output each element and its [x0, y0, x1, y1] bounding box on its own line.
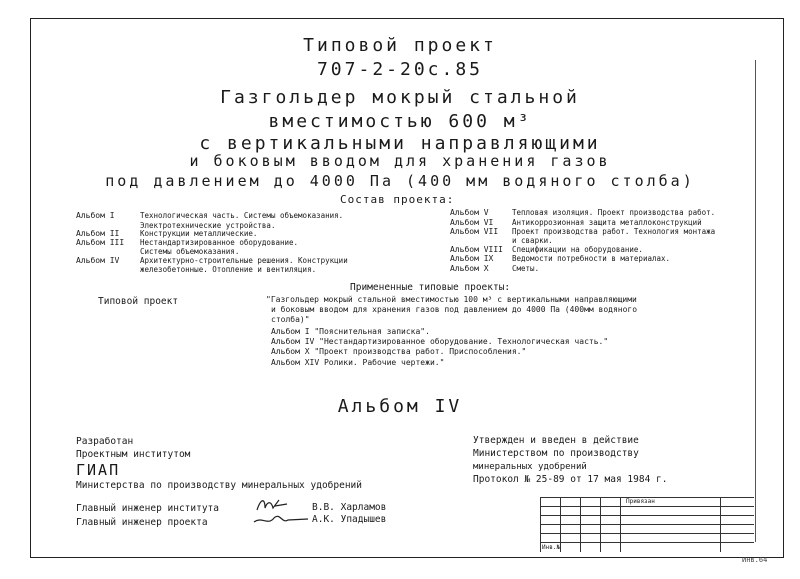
stamp-col-line [560, 497, 561, 552]
stamp-col-line [540, 497, 541, 552]
approved-line-3: минеральных удобрений [473, 462, 587, 472]
stamp-row-line [540, 515, 754, 516]
approved-line-2: Министерством по производству [473, 448, 639, 459]
applied-line: и боковым вводом для хранения газов под давлением до 4000 Па (400мм водяного [271, 305, 638, 314]
developer-line-4: Министерства по производству минеральных удобрений [76, 480, 362, 491]
album-text: Конструкции металлические. [140, 229, 258, 238]
signature-role: Главный инженер проекта [76, 517, 208, 528]
album-label: Альбом VI [450, 218, 494, 227]
album-text: Тепловая изоляция. Проект производства работ. [512, 208, 716, 217]
album-text: Сметы. [512, 264, 540, 273]
title-line-7: под давлением до 4000 Па (400 мм водяного столба) [105, 172, 695, 190]
stamp-col-line [580, 497, 581, 552]
signature-role: Главный инженер института [76, 503, 219, 514]
applied-header: Примененные типовые проекты: [350, 282, 511, 293]
album-text: железобетонные. Отопление и вентиляция. [140, 265, 317, 274]
applied-line: Альбом X "Проект производства работ. Приспособления." [271, 347, 527, 356]
title-line-5: с вертикальными направляющими [199, 133, 601, 154]
album-text: Проект производства работ. Технология монтажа [512, 227, 716, 236]
album-label: Альбом VIII [450, 245, 503, 254]
album-label: Альбом IX [450, 254, 494, 263]
signature-name: В.В. Харламов [312, 502, 387, 513]
album-text: Архитектурно-строительные решения. Конструкции [140, 256, 348, 265]
stamp-cell-top: Привязан [626, 498, 655, 505]
album-label: Альбом V [450, 208, 489, 217]
stamp-row-line [540, 542, 754, 543]
applied-line: Альбом XIV Ролики. Рабочие чертежи." [271, 358, 445, 367]
developer-line-2: Проектным институтом [76, 449, 191, 460]
album-text: Спецификации на оборудование. [512, 245, 643, 254]
album-label: Альбом III [76, 238, 125, 247]
project-number: 707-2-20с.85 [316, 59, 484, 80]
album-text: Электротехнические устройства. [140, 221, 276, 230]
applied-line: "Газгольдер мокрый стальной вместимостью 100 м³ с вертикальными направляющими [266, 295, 637, 304]
album-text: Системы объемоказания. [140, 247, 240, 256]
title-line-4: вместимостью 600 м³ [268, 111, 532, 132]
album-text: Антикоррозионная защита металлоконструкций [512, 218, 702, 227]
stamp-row-line [540, 533, 754, 534]
album-label: Альбом IV [76, 256, 120, 265]
album-text: и сварки. [512, 236, 553, 245]
applied-label: Типовой проект [98, 296, 179, 307]
developer-institute: ГИАП [76, 461, 121, 479]
stamp-table [540, 497, 754, 552]
stamp-row-line [540, 506, 754, 507]
album-text: Ведомости потребности в материалах. [512, 254, 671, 263]
signature-name: А.К. Упадышев [312, 514, 387, 525]
frame-margin-line [755, 60, 756, 542]
stamp-row-line [540, 524, 754, 525]
corner-mark: Инв.64 [742, 556, 768, 564]
handwritten-signature [252, 510, 310, 534]
applied-line: Альбом IV "Нестандартизированное оборудование. Технологическая часть." [271, 337, 609, 346]
stamp-col-line [720, 497, 721, 552]
applied-line: столба)" [271, 315, 310, 324]
stamp-cell-bottom: Инв.№ [542, 544, 561, 551]
album-text: Нестандартизированное оборудование. [140, 238, 299, 247]
developer-line-1: Разработан [76, 436, 134, 447]
album-label: Альбом X [450, 264, 489, 273]
title-line-1: Типовой проект [303, 35, 497, 56]
album-label: Альбом II [76, 229, 120, 238]
stamp-col-line [600, 497, 601, 552]
composition-header: Состав проекта: [340, 193, 455, 206]
approved-line-1: Утвержден и введен в действие [473, 435, 639, 446]
stamp-col-line [620, 497, 621, 552]
title-line-3: Газгольдер мокрый стальной [220, 87, 580, 108]
album-number: Альбом IV [337, 396, 463, 417]
title-line-6: и боковым вводом для хранения газов [189, 152, 611, 170]
applied-line: Альбом I "Пояснительная записка". [271, 327, 430, 336]
album-label: Альбом VII [450, 227, 499, 236]
album-label: Альбом I [76, 211, 115, 220]
approved-line-4: Протокол № 25-89 от 17 мая 1984 г. [473, 474, 668, 485]
album-text: Технологическая часть. Системы объемоказания. [140, 211, 344, 220]
